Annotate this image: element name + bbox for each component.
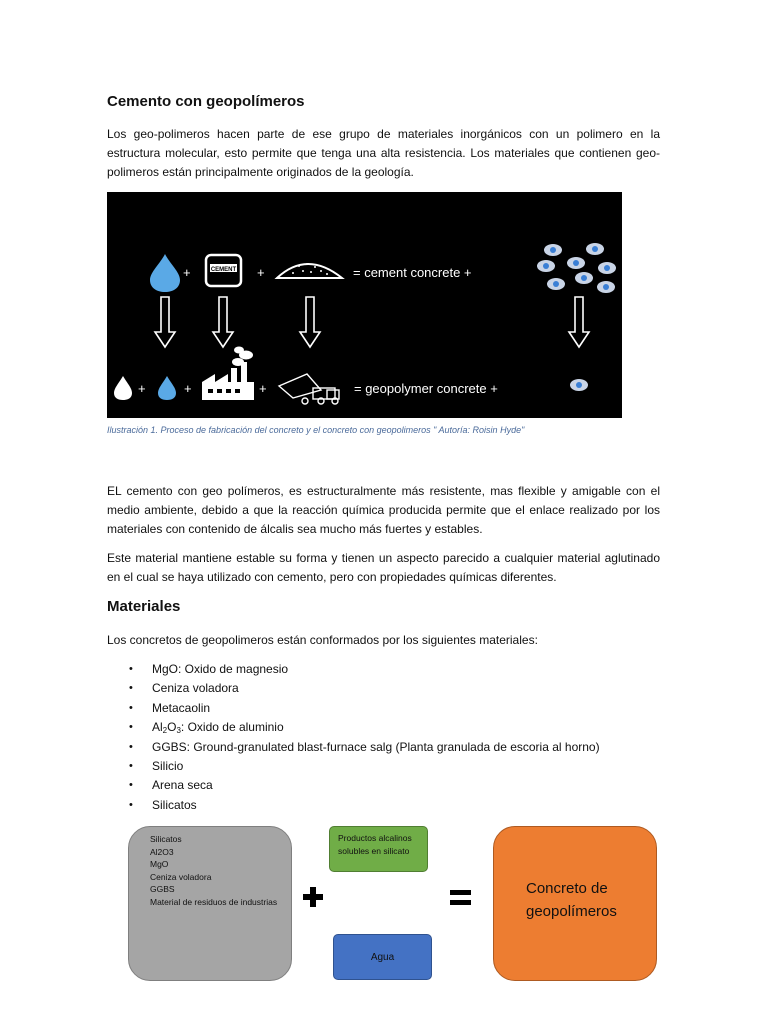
list-item: • Silicio (129, 758, 184, 773)
dump-truck-icon (279, 374, 339, 404)
body-paragraph-1: EL cemento con geo polímeros, es estructuralmente más resistente, mas flexible y amigable con el medio ambiente, debido a que la reacción química producida permite que el enlace realizado por los materiales con contenido de álcalis sea mucho más fuertes y estables. (107, 484, 660, 536)
list-item: • GGBS: Ground-granulated blast-furnace salg (Planta granulada de escoria al horno) (129, 739, 600, 754)
alkaline-products-box: Productos alcalinos solubles en silicato (329, 826, 428, 872)
white-drop-icon (114, 376, 132, 400)
molecules-cluster-icon (537, 243, 616, 293)
raw-materials-box: Silicatos Al2O3 MgO Ceniza voladora GGBS Material de residuos de industrias (128, 826, 292, 981)
equals-icon (450, 889, 471, 906)
down-arrow-icons (155, 297, 589, 347)
plus-sign: + (259, 381, 267, 396)
materials-list (107, 660, 600, 815)
plus-icon (302, 886, 324, 908)
water-drop-icon (150, 254, 180, 292)
figure-caption: Ilustración 1. Proceso de fabricación del concreto y el concreto con geopolimeros " Autoría: Roisin Hyde" (107, 425, 525, 435)
list-item: • $Al_2O_3$: Oxido de aluminio (129, 720, 284, 736)
cement-bag-icon (206, 255, 241, 286)
cement-bag-label: CEMENT (210, 267, 237, 273)
page-title: Cemento con geopolímeros (107, 93, 305, 110)
plus-sign: + (183, 265, 191, 280)
list-item: • Silicatos (129, 797, 197, 812)
factory-icon (202, 347, 254, 401)
list-item: • Ceniza voladora (129, 681, 239, 696)
row1-result-text: = cement concrete + (353, 265, 472, 280)
process-illustration (107, 192, 622, 418)
intro-paragraph: Los geo-polimeros hacen parte de ese grupo de materiales inorgánicos con un polimero en la estructura molecular, esto permite que tenga una alta resistencia. Los materiales que contienen geo-polimeros están principalmente originados de la geología. (107, 127, 660, 179)
geopolymer-concrete-box: Concreto de geopolímeros (493, 826, 657, 981)
body-paragraph-2: Este material mantiene estable su forma y tienen un aspecto parecido a cualquier material aglutinado en el cual se haya utilizado con cemento, pero con propiedades químicas diferentes. (107, 551, 660, 584)
plus-sign: + (257, 265, 265, 280)
materials-heading: Materiales (107, 598, 181, 615)
molecule-icon (570, 379, 588, 391)
list-item: • MgO: Oxido de magnesio (129, 662, 289, 676)
materials-intro: Los concretos de geopolimeros están conformados por los siguientes materiales: (107, 633, 538, 647)
list-item: • Metacaolin (129, 700, 211, 715)
water-box: Agua (333, 934, 432, 980)
row2-result-text: = geopolymer concrete + (354, 381, 498, 396)
list-item: • Arena seca (129, 778, 213, 793)
sand-pile-icon (277, 263, 342, 278)
blue-drop-icon (158, 376, 176, 400)
plus-sign: + (184, 381, 192, 396)
plus-sign: + (138, 381, 146, 396)
